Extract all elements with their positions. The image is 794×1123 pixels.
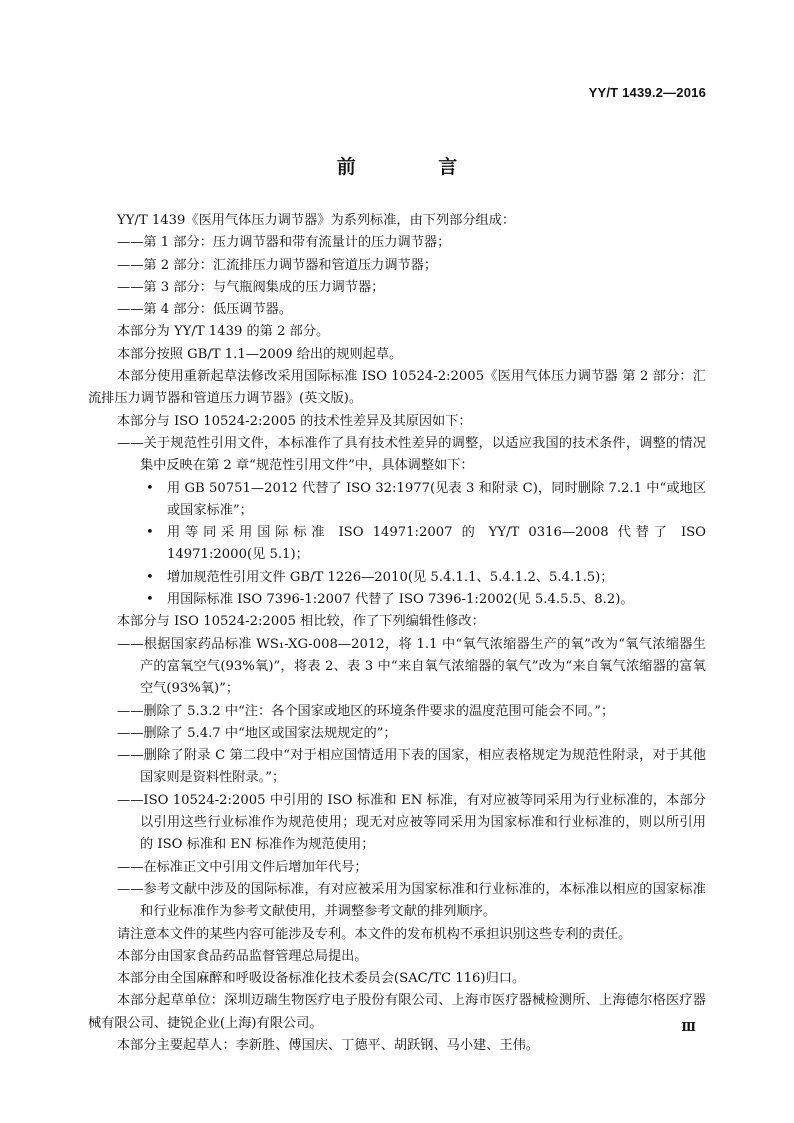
bullet-text: 用国际标准 ISO 7396-1:2007 代替了 ISO 7396-1:2002(见 5.4.5.5、8.2)。 bbox=[167, 592, 634, 608]
dash-list-item: ——第 3 部分：与气瓶阀集成的压力调节器； bbox=[117, 279, 385, 295]
dash-list-item: ——第 4 部分：低压调节器。 bbox=[117, 302, 293, 318]
bullet-dot-icon: • bbox=[146, 480, 154, 496]
bullet-item bbox=[88, 589, 706, 611]
paragraph: 本部分与 ISO 10524-2:2005 相比较，作了下列编辑性修改： bbox=[117, 614, 485, 630]
dash-list-item: ——删除了 5.4.7 中“地区或国家法规规定的”； bbox=[117, 725, 397, 741]
paragraph: 本部分为 YY/T 1439 的第 2 部分。 bbox=[117, 324, 330, 340]
page-title: 前 言 bbox=[336, 156, 496, 178]
dash-list-item: ——在标准正文中引用文件后增加年代号； bbox=[117, 859, 368, 875]
paragraph: 本部分由全国麻醉和呼吸设备标准化技术委员会(SAC/TC 116)归口。 bbox=[117, 971, 526, 987]
page-number: Ⅲ bbox=[681, 1020, 696, 1034]
dash-list-item: ——第 1 部分：压力调节器和带有流量计的压力调节器； bbox=[117, 235, 451, 251]
bullet-item bbox=[88, 567, 706, 589]
bullet-dot-icon: • bbox=[146, 525, 154, 541]
dash-list-item: ——参考文献中涉及的国际标准，有对应被采用为国家标准和行业标准的，本标准以相应的国家标准和行业标准作为参考文献使用，并调整参考文献的排列顺序。 bbox=[117, 881, 706, 920]
dash-list-item: ——第 2 部分：汇流排压力调节器和管道压力调节器； bbox=[117, 257, 438, 273]
dash-list-item: ——根据国家药品标准 WS₁-XG-008—2012，将 1.1 中“氧气浓缩器生产的氧”改为“氧气浓缩器生产的富氧空气(93%氧)”，将表 2、表 3 中“来自氧气浓缩器的氧气”改为“来自氧气浓缩器的富氧空气(93%氧)”； bbox=[117, 636, 706, 697]
bullet-item bbox=[88, 522, 706, 567]
bullet-text: 用等同采用国际标准 ISO 14971:2007 的 YY/T 0316—2008 代替了 ISO 14971:2000(见 5.1)； bbox=[167, 525, 706, 563]
bullet-dot-icon: • bbox=[146, 569, 154, 585]
paragraph: 本部分使用重新起草法修改采用国际标准 ISO 10524-2:2005《医用气体压力调节器 第 2 部分：汇流排压力调节器和管道压力调节器》(英文版)。 bbox=[88, 369, 706, 407]
paragraph: 本部分由国家食品药品监督管理总局提出。 bbox=[117, 948, 368, 964]
bullet-dot-icon: • bbox=[146, 592, 154, 608]
paragraph: 本部分按照 GB/T 1.1—2009 给出的规则起草。 bbox=[117, 346, 403, 362]
bullet-item bbox=[88, 478, 706, 523]
paragraph: 本部分起草单位：深圳迈瑞生物医疗电子股份有限公司、上海市医疗器械检测所、上海德尔格医疗器械有限公司、捷锐企业(上海)有限公司。 bbox=[88, 993, 706, 1031]
standard-code-header: YY/T 1439.2—2016 bbox=[588, 85, 706, 100]
dash-list-item: ——关于规范性引用文件，本标准作了具有技术性差异的调整，以适应我国的技术条件，调整的情况集中反映在第 2 章“规范性引用文件”中，具体调整如下： bbox=[117, 435, 706, 474]
dash-list-item: ——删除了 5.3.2 中“注：各个国家或地区的环境条件要求的温度范围可能会不同。”； bbox=[117, 703, 615, 719]
bullet-text: 用 GB 50751—2012 代替了 ISO 32:1977(见表 3 和附录 C)，同时删除 7.2.1 中“或地区或国家标准”； bbox=[167, 480, 706, 518]
paragraph: 本部分与 ISO 10524-2:2005 的技术性差异及其原因如下： bbox=[117, 413, 472, 429]
dash-list-item: ——删除了附录 C 第二段中“对于相应国情适用下表的国家，相应表格规定为规范性附录，对于其他国家则是资料性附录。”； bbox=[117, 748, 706, 786]
dash-list-item: ——ISO 10524-2:2005 中引用的 ISO 标准和 EN 标准，有对应被等同采用为行业标准的，本部分以引用这些行业标准作为规范使用；现无对应被等同采用为国家标准和行业标准的，则以所引用的 ISO 标准和 EN 标准作为规范使用； bbox=[117, 792, 706, 853]
foreword-body bbox=[88, 210, 706, 1057]
bullet-text: 增加规范性引用文件 GB/T 1226—2010(见 5.4.1.1、5.4.1.2、5.4.1.5)； bbox=[167, 569, 614, 585]
paragraph: 本部分主要起草人：李新胜、傅国庆、丁德平、胡跃钢、马小建、王伟。 bbox=[117, 1037, 539, 1053]
paragraph: YY/T 1439《医用气体压力调节器》为系列标准，由下列部分组成： bbox=[117, 213, 516, 228]
paragraph: 请注意本文件的某些内容可能涉及专利。本文件的发布机构不承担识别这些专利的责任。 bbox=[117, 926, 632, 942]
